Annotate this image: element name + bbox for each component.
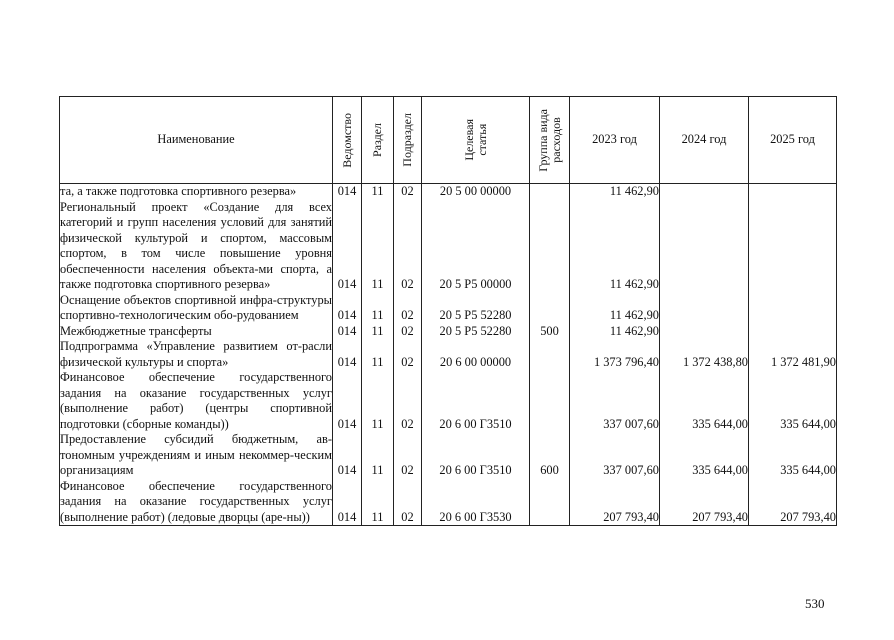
page-number: 530 xyxy=(805,596,825,611)
table-body xyxy=(60,184,837,526)
row-2024: 335 644,00 xyxy=(660,370,749,432)
row-subsection: 02 xyxy=(394,324,422,340)
row-2023: 337 007,60 xyxy=(570,432,660,479)
row-2024 xyxy=(660,200,749,293)
row-expense xyxy=(530,200,570,293)
row-2023: 1 373 796,40 xyxy=(570,339,660,370)
row-2025 xyxy=(749,293,837,324)
header-target-article: Целевая статья xyxy=(422,97,530,184)
row-target: 20 6 00 Г3530 xyxy=(422,479,530,526)
table-row xyxy=(60,370,837,432)
row-name: Финансовое обеспечение государственного задания на оказание государственных услуг (выполнение работ) (ледовые дворцы (аре-ны)) xyxy=(60,478,332,524)
row-section: 11 xyxy=(362,184,394,200)
row-target: 20 6 00 Г3510 xyxy=(422,370,530,432)
row-name: та, а также подготовка спортивного резерва» xyxy=(60,184,333,200)
row-expense xyxy=(530,184,570,200)
row-2023: 11 462,90 xyxy=(570,200,660,293)
row-target: 20 5 Р5 00000 xyxy=(422,200,530,293)
row-name: Региональный проект «Создание для всех категорий и групп населения условий для занятий физической культурой и спортом, массовым спортом, в том числе повышение уровня обеспеченности населения объекта-ми спорта, а также подготовка спортивного резерва» xyxy=(60,199,332,291)
row-subsection: 02 xyxy=(394,479,422,526)
header-year-2024: 2024 год xyxy=(660,97,749,184)
row-section: 11 xyxy=(362,324,394,340)
row-name: Подпрограмма «Управление развитием от-расли физической культуры и спорта» xyxy=(60,339,332,369)
row-name: Финансовое обеспечение государственного задания на оказание государственных услуг (выполнение работ) (центры спортивной подготовки (сборные команды)) xyxy=(60,370,332,431)
row-2025: 1 372 481,90 xyxy=(749,339,837,370)
row-name: Оснащение объектов спортивной инфра-структуры спортивно-технологическим обо-рудованием xyxy=(60,292,332,322)
row-section: 11 xyxy=(362,200,394,293)
row-2024: 207 793,40 xyxy=(660,479,749,526)
header-dept: Ведомство xyxy=(333,97,362,184)
row-target: 20 5 Р5 52280 xyxy=(422,293,530,324)
header-name: Наименование xyxy=(60,97,333,184)
row-name: Межбюджетные трансферты xyxy=(60,324,333,340)
table-row xyxy=(60,479,837,526)
row-subsection: 02 xyxy=(394,339,422,370)
row-section: 11 xyxy=(362,293,394,324)
table-row xyxy=(60,324,837,340)
row-dept: 014 xyxy=(333,293,362,324)
row-expense xyxy=(530,293,570,324)
row-2023: 11 462,90 xyxy=(570,184,660,200)
table-row xyxy=(60,339,837,370)
row-2023: 207 793,40 xyxy=(570,479,660,526)
row-dept: 014 xyxy=(333,370,362,432)
row-target: 20 5 00 00000 xyxy=(422,184,530,200)
row-2025 xyxy=(749,184,837,200)
table-row xyxy=(60,293,837,324)
row-expense: 600 xyxy=(530,432,570,479)
row-target: 20 5 Р5 52280 xyxy=(422,324,530,340)
row-expense xyxy=(530,370,570,432)
header-year-2023: 2023 год xyxy=(570,97,660,184)
row-expense: 500 xyxy=(530,324,570,340)
row-expense xyxy=(530,339,570,370)
table-row xyxy=(60,200,837,293)
budget-table xyxy=(59,96,837,526)
row-2024 xyxy=(660,324,749,340)
row-dept: 014 xyxy=(333,184,362,200)
row-section: 11 xyxy=(362,339,394,370)
row-dept: 014 xyxy=(333,479,362,526)
row-name: Предоставление субсидий бюджетным, ав-тономным учреждениям и иным некоммер-ческим организациям xyxy=(60,432,332,477)
row-2023: 11 462,90 xyxy=(570,324,660,340)
row-dept: 014 xyxy=(333,339,362,370)
row-subsection: 02 xyxy=(394,200,422,293)
row-2024: 1 372 438,80 xyxy=(660,339,749,370)
header-expense-group: Группа вида расходов xyxy=(530,97,570,184)
row-2023: 11 462,90 xyxy=(570,293,660,324)
row-section: 11 xyxy=(362,432,394,479)
table-row xyxy=(60,184,837,200)
row-2025 xyxy=(749,324,837,340)
table-row xyxy=(60,432,837,479)
row-target: 20 6 00 00000 xyxy=(422,339,530,370)
row-2025: 335 644,00 xyxy=(749,432,837,479)
row-subsection: 02 xyxy=(394,293,422,324)
row-section: 11 xyxy=(362,370,394,432)
row-subsection: 02 xyxy=(394,370,422,432)
header-section: Раздел xyxy=(362,97,394,184)
table-header-row xyxy=(60,97,837,184)
row-target: 20 6 00 Г3510 xyxy=(422,432,530,479)
row-2024 xyxy=(660,184,749,200)
row-subsection: 02 xyxy=(394,432,422,479)
row-dept: 014 xyxy=(333,324,362,340)
row-subsection: 02 xyxy=(394,184,422,200)
header-subsection: Подраздел xyxy=(394,97,422,184)
row-section: 11 xyxy=(362,479,394,526)
row-2025 xyxy=(749,200,837,293)
row-2025: 207 793,40 xyxy=(749,479,837,526)
row-2025: 335 644,00 xyxy=(749,370,837,432)
row-dept: 014 xyxy=(333,200,362,293)
header-year-2025: 2025 год xyxy=(749,97,837,184)
row-2024 xyxy=(660,293,749,324)
row-expense xyxy=(530,479,570,526)
row-2024: 335 644,00 xyxy=(660,432,749,479)
row-2023: 337 007,60 xyxy=(570,370,660,432)
row-dept: 014 xyxy=(333,432,362,479)
